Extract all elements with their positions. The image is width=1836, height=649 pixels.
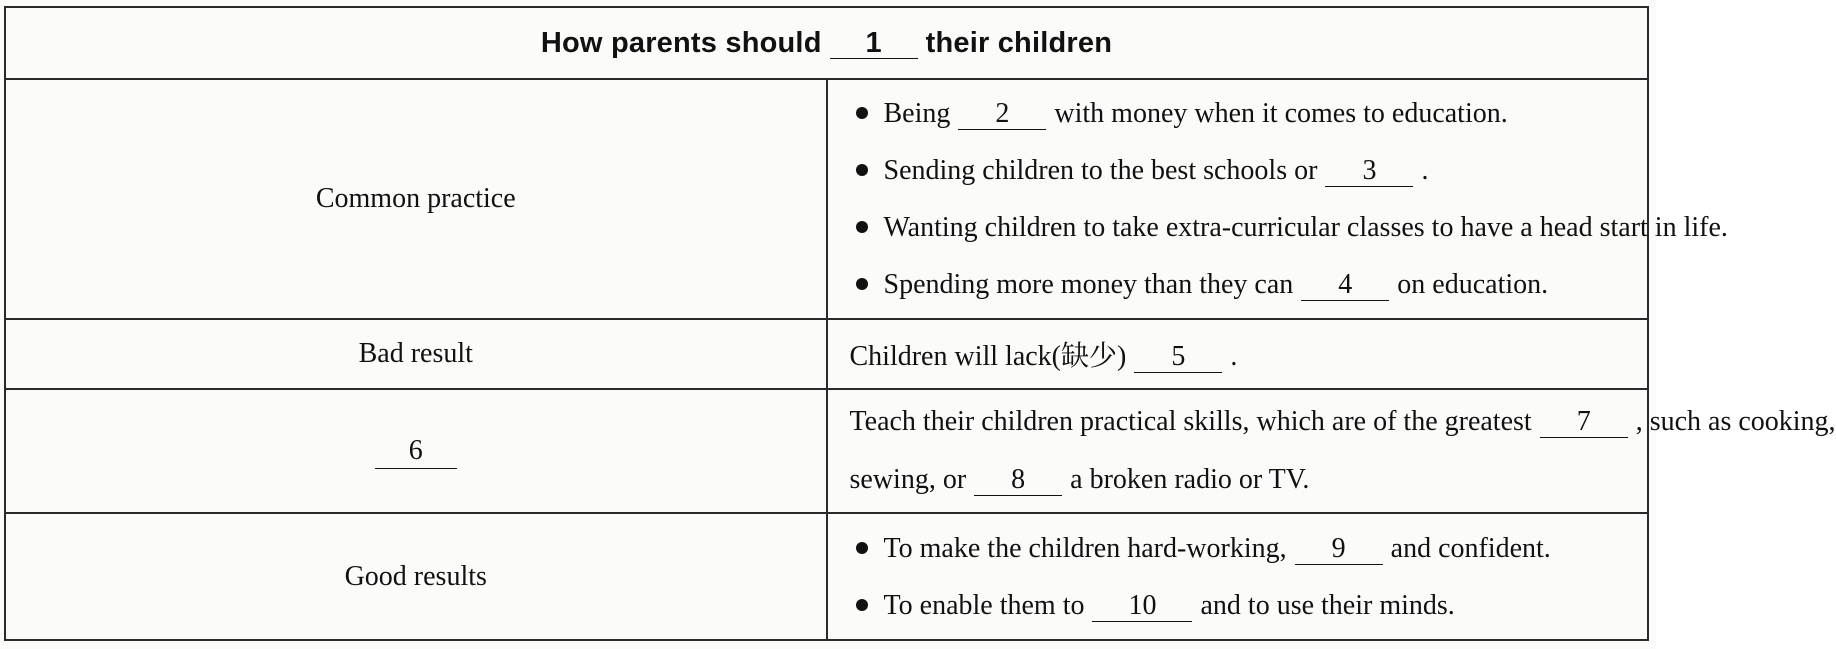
row-good-results (5, 513, 1648, 640)
bullet-icon (856, 599, 868, 611)
list-item: Spending more money than they can 4 on education. (850, 256, 1648, 313)
list-item: Being 2 with money when it comes to education. (850, 85, 1648, 142)
row-bad-result (5, 319, 1648, 389)
bullet-icon (856, 542, 868, 554)
list-item: To enable them to 10 and to use their minds. (850, 577, 1648, 634)
blank-10[interactable]: 10 (1092, 591, 1192, 622)
table-title (5, 7, 1648, 79)
title-before: How parents should (540, 26, 822, 59)
bullet-icon (856, 107, 868, 119)
blank-9[interactable]: 9 (1295, 534, 1383, 565)
good-results-list (850, 520, 1648, 634)
blank-6[interactable]: 6 (375, 434, 457, 469)
list-item: Sending children to the best schools or 3 . (850, 142, 1648, 199)
label-bad-result: Bad result (5, 319, 827, 389)
blank-7[interactable]: 7 (1540, 407, 1628, 438)
row-advice (5, 389, 1648, 513)
label-good-results: Good results (5, 513, 827, 640)
row-common-practice (5, 79, 1648, 319)
content-advice (827, 389, 1836, 513)
content-bad-result: Children will lack(缺少) 5 . (827, 319, 1649, 389)
bullet-icon (856, 221, 868, 233)
bullet-icon (856, 164, 868, 176)
blank-2[interactable]: 2 (958, 99, 1046, 130)
advice-line-2: sewing, or 8 a broken radio or TV. (849, 464, 1310, 495)
advice-line-1: Teach their children practical skills, which are of the greatest 7 , such as cooking, (849, 406, 1836, 437)
blank-3[interactable]: 3 (1325, 156, 1413, 187)
blank-1[interactable]: 1 (830, 28, 918, 59)
title-row (5, 7, 1648, 79)
bullet-icon (856, 278, 868, 290)
content-good-results (827, 513, 1649, 640)
blank-4[interactable]: 4 (1301, 270, 1389, 301)
summary-table (4, 6, 1836, 641)
label-common-practice: Common practice (5, 79, 827, 319)
label-advice (5, 389, 827, 513)
blank-5[interactable]: 5 (1134, 342, 1222, 373)
blank-8[interactable]: 8 (974, 465, 1062, 496)
practice-list (850, 85, 1728, 313)
list-item: To make the children hard-working, 9 and confident. (850, 520, 1648, 577)
content-common-practice (827, 79, 1728, 319)
title-after: their children (925, 26, 1113, 59)
list-item: Wanting children to take extra-curricular classes to have a head start in life. (850, 199, 1648, 256)
